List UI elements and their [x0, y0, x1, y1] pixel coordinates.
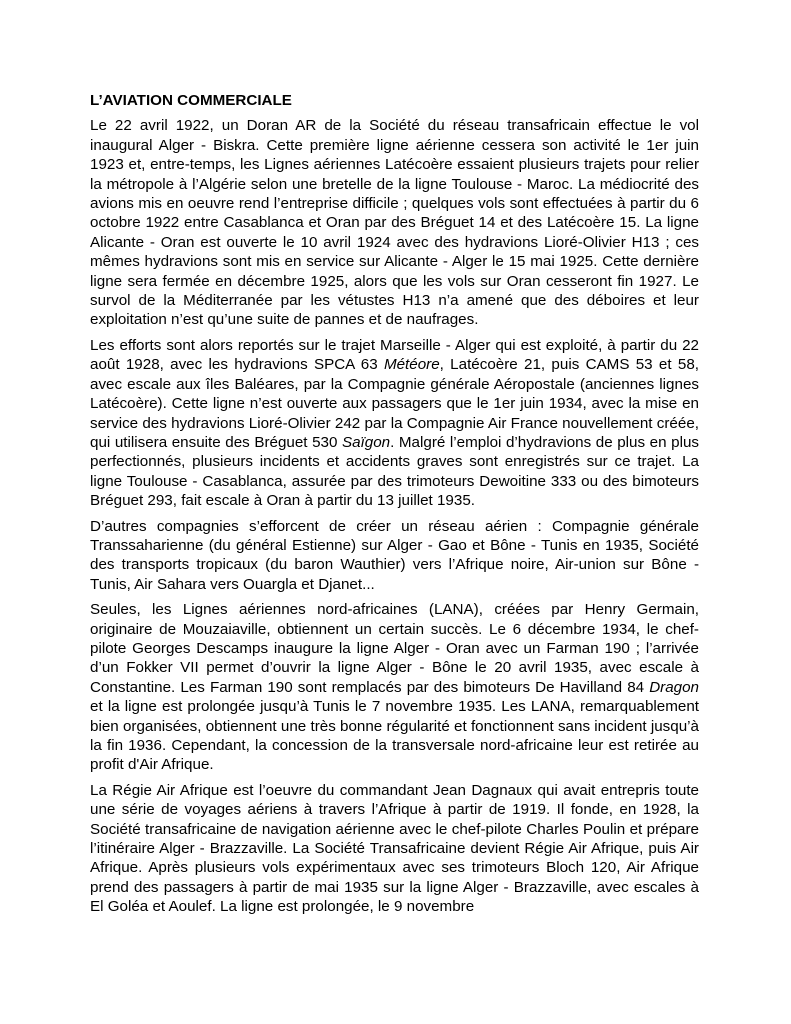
- paragraph-1: [90, 116, 699, 329]
- paragraph-2-text-c: . Malgré l’emploi d’hydravions de plus en plus perfectionnés, plusieurs incidents et accidents graves sont enregistrés sur ce trajet. La ligne Toulouse - Casablanca, assurée par des trimoteurs Dewoitine 333 ou des bimoteurs Bréguet 293, fait escale à Oran à partir du 13 juillet 1935.: [90, 433, 699, 510]
- aircraft-name-dragon: Dragon: [649, 678, 699, 696]
- paragraph-4: [90, 600, 699, 775]
- paragraph-2: [90, 336, 699, 511]
- paragraph-3: [90, 517, 699, 595]
- paragraph-1-text: Le 22 avril 1922, un Doran AR de la Société du réseau transafricain effectue le vol inaugural Alger - Biskra. Cette première ligne aérienne cessera son activité le 1er juin 1923 et, entre-temps, les Lignes aériennes Latécoère essaient plusieurs trajets pour relier la métropole à l’Algérie selon une bretelle de la ligne Toulouse - Maroc. La médiocrité des avions mis en oeuvre rend l’entreprise difficile ; quelques vols sont effectuées à partir du 6 octobre 1922 entre Casablanca et Oran par des Bréguet 14 et des Latécoère 15. La ligne Alicante - Oran est ouverte le 10 avril 1924 avec des hydravions Lioré-Olivier H13 ; ces mêmes hydravions sont mis en service sur Alicante - Alger le 15 mai 1925. Cette dernière ligne sera fermée en décembre 1925, alors que les vols sur Oran cesseront fin 1927. Le survol de la Méditerranée par les vétustes H13 n’a amené que des déboires et leur exploitation n’est qu’une suite de pannes et de naufrages.: [90, 117, 699, 329]
- paragraph-2-text-b: , Latécoère 21, puis CAMS 53 et 58, avec escale aux îles Baléares, par la Compagnie générale Aéropostale (anciennes lignes Latécoère). Cette ligne n’est ouverte aux passagers que le 1er juin 1934, avec la mise en service des hydravions Lioré-Olivier 242 par la Compagnie Air France nouvellement créée, qui utilisera ensuite des Bréguet 530: [90, 356, 699, 451]
- paragraph-3-text: D’autres compagnies s’efforcent de créer un réseau aérien : Compagnie générale Transsaharienne (du général Estienne) sur Alger - Gao et Bône - Tunis en 1935, Société des transports tropicaux (du baron Wauthier) vers l’Afrique noire, Air-union sur Bône - Tunis, Air Sahara vers Ouargla et Djanet...: [90, 517, 699, 593]
- paragraph-4-text-a: Seules, les Lignes aériennes nord-africaines (LANA), créées par Henry Germain, originaire de Mouzaiaville, obtiennent un certain succès. Le 6 décembre 1934, le chef-pilote Georges Descamps inaugure la ligne Alger - Oran avec un Farman 190 ; l’arrivée d’un Fokker VII permet d’ouvrir la ligne Alger - Bône le 20 avril 1935, avec escale à Constantine. Les Farman 190 sont remplacés par des bimoteurs De Havilland 84: [90, 601, 699, 696]
- document-title: L’AVIATION COMMERCIALE: [90, 92, 292, 109]
- aircraft-name-saigon: Saïgon: [341, 433, 391, 451]
- document-page: [90, 91, 699, 923]
- paragraph-5-text: La Régie Air Afrique est l’oeuvre du commandant Jean Dagnaux qui avait entrepris toute une série de voyages aériens à travers l’Afrique à partir de 1919. Il fonde, en 1928, la Société transafricaine de navigation aérienne avec le chef-pilote Charles Poulin et prépare l’itinéraire Alger - Brazzaville. La Société Transafricaine devient Régie Air Afrique, puis Air Afrique. Après plusieurs vols expérimentaux avec ses trimoteurs Bloch 120, Air Afrique prend des passagers à partir de mai 1935 sur la ligne Alger - Brazzaville, avec escales à El Goléa et Aoulef. La ligne est prolongée, le 9 novembre: [90, 781, 699, 916]
- paragraph-5: [90, 781, 699, 917]
- paragraph-4-text-b: et la ligne est prolongée jusqu’à Tunis le 7 novembre 1935. Les LANA, remarquablement bien organisées, obtiennent une très bonne régularité et fonctionnent sans incident jusqu’à la fin 1936. Cependant, la concession de la transversale nord-africaine leur est retirée au profit d'Air Afrique.: [90, 698, 699, 774]
- paragraph-2-text-a: Les efforts sont alors reportés sur le trajet Marseille - Alger qui est exploité, à partir du 22 août 1928, avec les hydravions SPCA 63: [90, 336, 699, 374]
- aircraft-name-meteore: Météore: [383, 356, 440, 374]
